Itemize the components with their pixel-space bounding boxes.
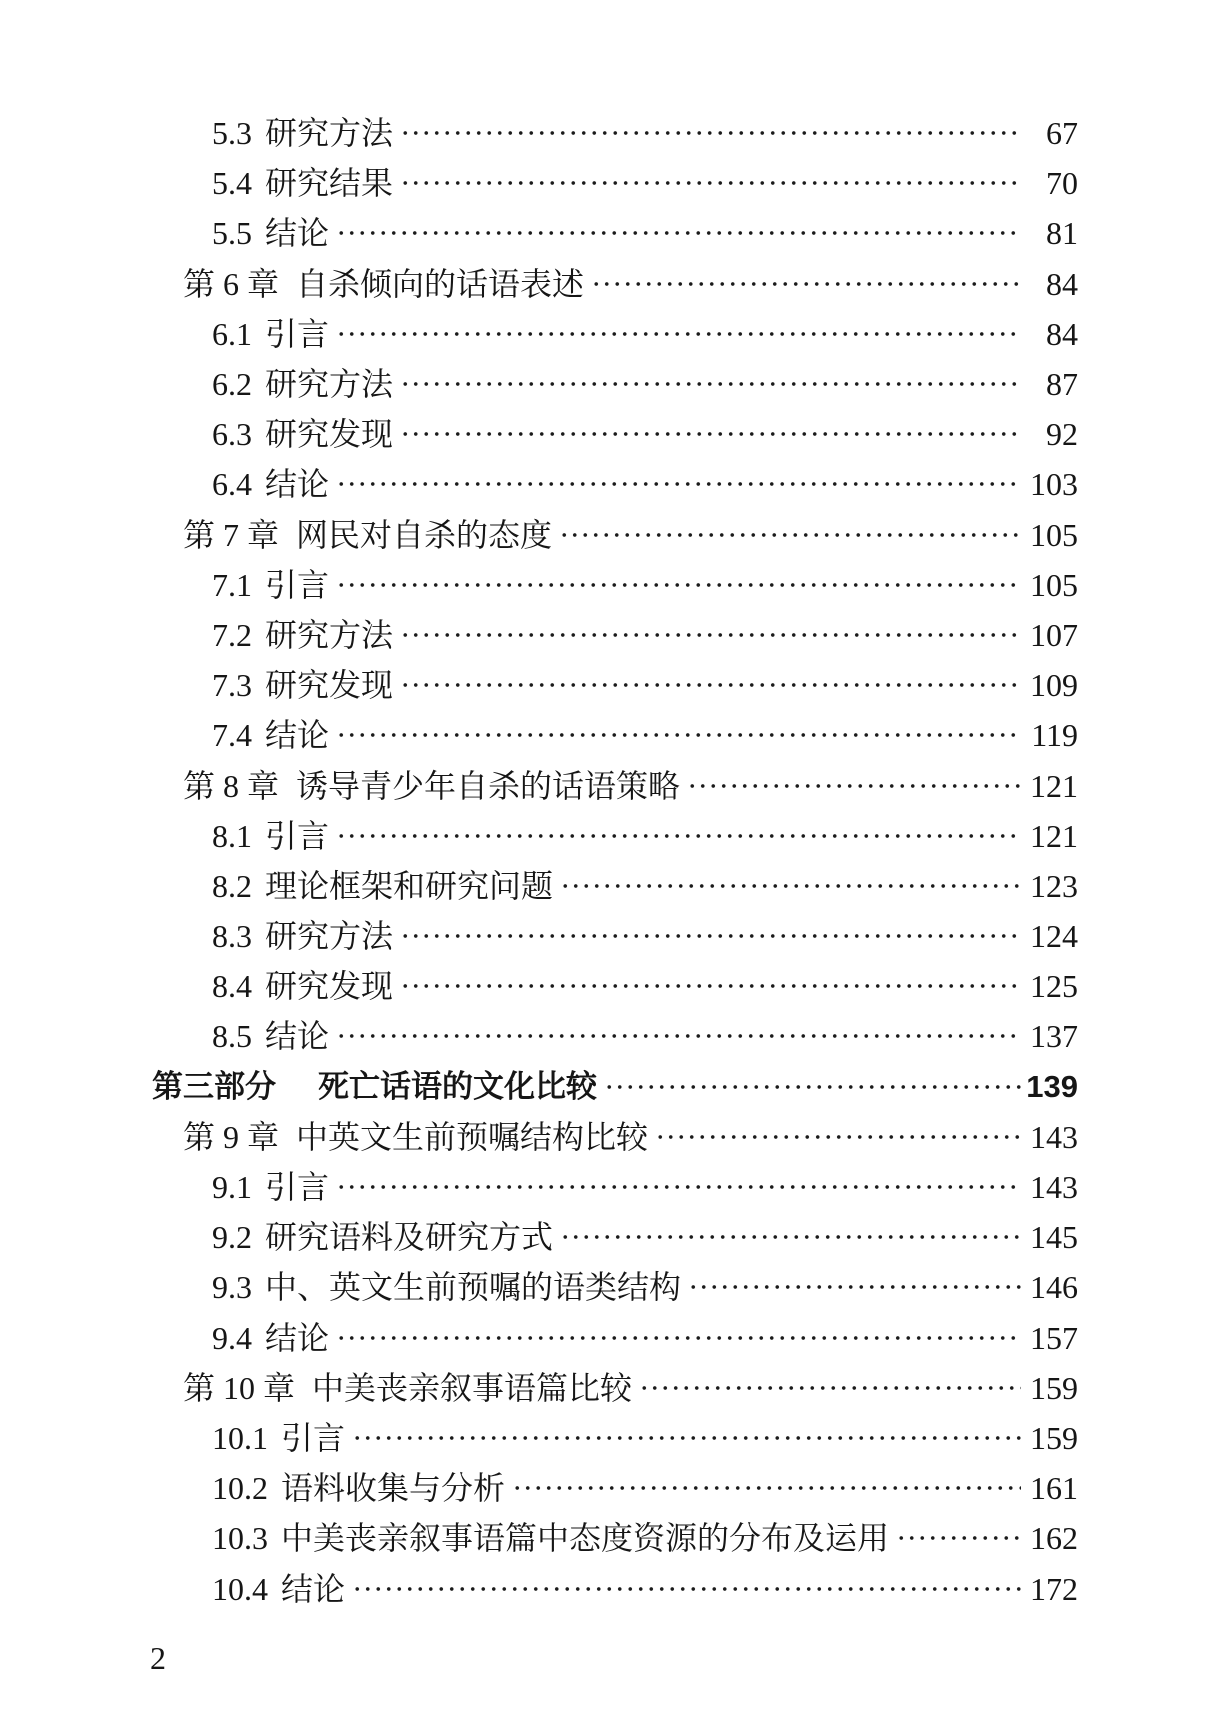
entry-page-number: 70: [1046, 165, 1078, 202]
entry-title: 研究方法: [265, 366, 394, 403]
toc-entry-row: [0, 710, 1211, 760]
dot-leader-line: [336, 1020, 1021, 1052]
toc-entry-row: [0, 1513, 1211, 1563]
dot-leader-line: [400, 368, 1021, 400]
dot-leader-line: [559, 519, 1021, 551]
dot-leader-line: [336, 719, 1021, 751]
entry-page-number: 124: [1030, 918, 1078, 955]
entry-page-number: 103: [1030, 466, 1078, 503]
entry-title: 引言: [265, 315, 330, 352]
dot-leader-line: [896, 1522, 1021, 1554]
entry-number: 8.2: [212, 867, 252, 904]
entry-page-number: 137: [1030, 1018, 1078, 1055]
dot-leader-line: [560, 1221, 1021, 1253]
entry-page-number: 105: [1030, 566, 1078, 603]
entry-page-number: 159: [1030, 1369, 1078, 1406]
toc-entry-row: [0, 1363, 1211, 1413]
toc-entry-row: [0, 861, 1211, 911]
entry-title: 诱导青少年自杀的话语策略: [296, 767, 681, 804]
dot-leader-line: [400, 117, 1021, 149]
entry-number: 9.3: [212, 1269, 252, 1306]
entry-number: 7.4: [212, 717, 252, 754]
entry-number: 10.1: [212, 1419, 268, 1456]
entry-title: 研究结果: [265, 165, 394, 202]
entry-title: 死亡话语的文化比较: [318, 1069, 597, 1105]
entry-number: 8.3: [212, 918, 252, 955]
dot-leader-line: [400, 920, 1021, 952]
entry-title: 网民对自杀的态度: [296, 516, 553, 553]
toc-entry-row: [0, 409, 1211, 459]
toc-entry-row: [0, 1463, 1211, 1513]
dot-leader-line: [336, 217, 1021, 249]
entry-page-number: 159: [1030, 1419, 1078, 1456]
entry-title: 结论: [281, 1570, 346, 1607]
entry-page-number: 84: [1046, 315, 1078, 352]
page-folio: 2: [150, 1640, 166, 1676]
entry-number: 6.3: [212, 416, 252, 453]
entry-number: 6.2: [212, 366, 252, 403]
entry-number: 5.4: [212, 165, 252, 202]
entry-title: 结论: [265, 215, 330, 252]
entry-title: 引言: [265, 566, 330, 603]
entry-title: 研究发现: [265, 968, 394, 1005]
entry-title: 研究方法: [265, 918, 394, 955]
entry-page-number: 139: [1026, 1069, 1078, 1105]
entry-number: 9.1: [212, 1169, 252, 1206]
dot-leader-line: [639, 1372, 1021, 1404]
dot-leader-line: [336, 318, 1021, 350]
entry-title: 引言: [265, 817, 330, 854]
toc-entry-row: [0, 1062, 1211, 1112]
entry-title: 研究方法: [265, 616, 394, 653]
toc-entry-row: [0, 1313, 1211, 1363]
entry-number: 7.1: [212, 566, 252, 603]
entry-page-number: 123: [1030, 867, 1078, 904]
entry-number: 8.4: [212, 968, 252, 1005]
entry-page-number: 172: [1030, 1570, 1078, 1607]
toc-entry-row: [0, 510, 1211, 560]
toc-entry-row: [0, 560, 1211, 610]
entry-title: 中美丧亲叙事语篇比较: [312, 1369, 633, 1406]
entry-page-number: 121: [1030, 817, 1078, 854]
entry-title: 研究方法: [265, 115, 394, 152]
entry-title: 结论: [265, 717, 330, 754]
entry-number: 10.3: [212, 1520, 268, 1557]
entry-page-number: 121: [1030, 767, 1078, 804]
toc-entry-row: [0, 610, 1211, 660]
entry-page-number: 92: [1046, 416, 1078, 453]
dot-leader-line: [336, 1322, 1021, 1354]
toc-list: [0, 108, 1211, 1614]
entry-page-number: 119: [1031, 717, 1078, 754]
entry-number: 第 10 章: [183, 1369, 296, 1406]
entry-page-number: 161: [1030, 1470, 1078, 1507]
toc-entry-row: [0, 811, 1211, 861]
entry-page-number: 143: [1030, 1118, 1078, 1155]
entry-number: 9.2: [212, 1219, 252, 1256]
entry-title: 研究发现: [265, 667, 394, 704]
entry-title: 结论: [265, 1018, 330, 1055]
toc-entry-row: [0, 1011, 1211, 1061]
entry-page-number: 84: [1046, 265, 1078, 302]
dot-leader-line: [400, 167, 1021, 199]
dot-leader-line: [512, 1472, 1021, 1504]
dot-leader-line: [400, 669, 1021, 701]
dot-leader-line: [400, 970, 1021, 1002]
toc-entry-row: [0, 1212, 1211, 1262]
entry-number: 5.3: [212, 115, 252, 152]
entry-number: 第 6 章: [183, 265, 280, 302]
entry-page-number: 81: [1046, 215, 1078, 252]
dot-leader-line: [400, 619, 1021, 651]
entry-page-number: 157: [1030, 1319, 1078, 1356]
toc-entry-row: [0, 1162, 1211, 1212]
dot-leader-line: [560, 870, 1021, 902]
entry-title: 引言: [265, 1169, 330, 1206]
dot-leader-line: [400, 418, 1021, 450]
entry-page-number: 105: [1030, 516, 1078, 553]
dot-leader-line: [352, 1573, 1021, 1605]
entry-title: 结论: [265, 1319, 330, 1356]
entry-page-number: 109: [1030, 667, 1078, 704]
entry-page-number: 146: [1030, 1269, 1078, 1306]
toc-entry-row: [0, 459, 1211, 509]
entry-number: 7.3: [212, 667, 252, 704]
entry-title: 研究发现: [265, 416, 394, 453]
entry-title: 自杀倾向的话语表述: [296, 265, 585, 302]
entry-number: 第 9 章: [183, 1118, 280, 1155]
entry-title: 中英文生前预嘱结构比较: [296, 1118, 649, 1155]
entry-number: 5.5: [212, 215, 252, 252]
dot-leader-line: [688, 1271, 1021, 1303]
toc-entry-row: [0, 158, 1211, 208]
entry-page-number: 145: [1030, 1219, 1078, 1256]
entry-number: 第 7 章: [183, 516, 280, 553]
toc-entry-row: [0, 1112, 1211, 1162]
toc-entry-row: [0, 760, 1211, 810]
entry-title: 研究语料及研究方式: [265, 1219, 554, 1256]
toc-entry-row: [0, 259, 1211, 309]
dot-leader-line: [687, 770, 1021, 802]
entry-title: 引言: [281, 1419, 346, 1456]
toc-entry-row: [0, 108, 1211, 158]
toc-entry-row: [0, 961, 1211, 1011]
entry-page-number: 67: [1046, 115, 1078, 152]
dot-leader-line: [655, 1121, 1021, 1153]
dot-leader-line: [336, 569, 1021, 601]
toc-entry-row: [0, 1413, 1211, 1463]
entry-number: 10.4: [212, 1570, 268, 1607]
toc-entry-row: [0, 911, 1211, 961]
dot-leader-line: [336, 1171, 1021, 1203]
entry-number: 10.2: [212, 1470, 268, 1507]
toc-entry-row: [0, 309, 1211, 359]
dot-leader-line: [604, 1071, 1021, 1102]
entry-number: 6.1: [212, 315, 252, 352]
entry-number: 8.5: [212, 1018, 252, 1055]
entry-title: 中、英文生前预嘱的语类结构: [265, 1269, 682, 1306]
entry-title: 结论: [265, 466, 330, 503]
dot-leader-line: [591, 268, 1021, 300]
entry-number: 第三部分: [152, 1069, 276, 1105]
entry-page-number: 107: [1030, 616, 1078, 653]
entry-page-number: 125: [1030, 968, 1078, 1005]
entry-title: 理论框架和研究问题: [265, 867, 554, 904]
toc-entry-row: [0, 359, 1211, 409]
dot-leader-line: [352, 1422, 1021, 1454]
entry-number: 第 8 章: [183, 767, 280, 804]
entry-number: 6.4: [212, 466, 252, 503]
entry-page-number: 87: [1046, 366, 1078, 403]
toc-entry-row: [0, 660, 1211, 710]
entry-title: 中美丧亲叙事语篇中态度资源的分布及运用: [281, 1520, 890, 1557]
entry-page-number: 162: [1030, 1520, 1078, 1557]
entry-number: 7.2: [212, 616, 252, 653]
dot-leader-line: [336, 820, 1021, 852]
entry-page-number: 143: [1030, 1169, 1078, 1206]
entry-number: 9.4: [212, 1319, 252, 1356]
entry-number: 8.1: [212, 817, 252, 854]
toc-entry-row: [0, 208, 1211, 258]
dot-leader-line: [336, 468, 1021, 500]
toc-entry-row: [0, 1563, 1211, 1613]
entry-title: 语料收集与分析: [281, 1470, 506, 1507]
toc-entry-row: [0, 1262, 1211, 1312]
